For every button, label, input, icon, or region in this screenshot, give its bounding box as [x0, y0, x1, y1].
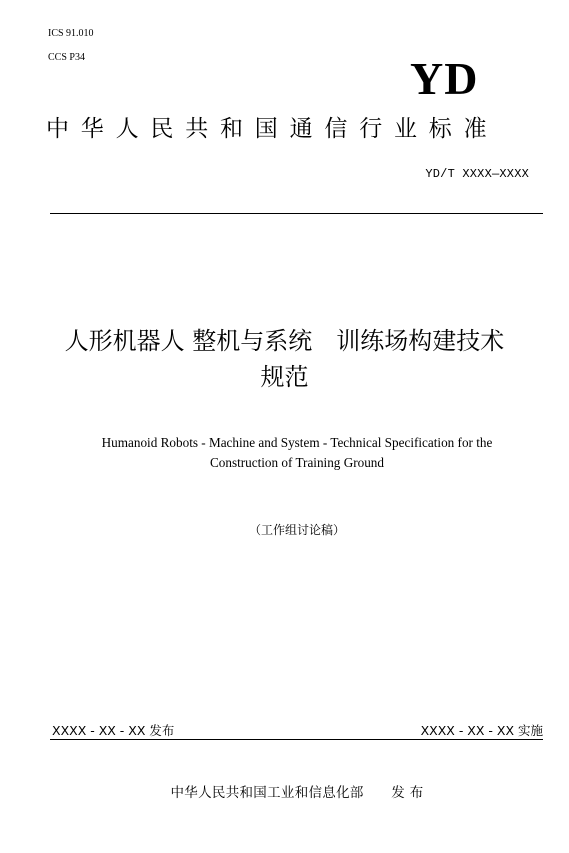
bottom-divider — [50, 739, 543, 740]
chinese-title — [0, 323, 569, 395]
english-title — [0, 433, 569, 473]
english-title-line-1: Humanoid Robots - Machine and System - Technical Specification for the — [101, 435, 493, 450]
yd-logo: YD — [410, 53, 479, 104]
english-title-line-2: Construction of Training Ground — [209, 455, 384, 470]
draft-status: （工作组讨论稿） — [248, 523, 345, 537]
ccs-code: CCS P34 — [48, 52, 85, 63]
standard-category-title: 中华人民共和国通信行业标准 — [46, 116, 499, 142]
issuing-authority: 中华人民共和国工业和信息化部 发 布 — [170, 785, 424, 801]
chinese-title-line-2: 规范 — [260, 363, 309, 391]
chinese-title-line-1: 人形机器人 整机与系统 训练场构建技术 — [64, 327, 505, 355]
ics-code: ICS 91.010 — [48, 28, 94, 39]
top-divider — [50, 213, 543, 214]
publish-date: XXXX - XX - XX 发布 — [52, 723, 175, 738]
standard-number: YD/T XXXX—XXXX — [425, 167, 529, 181]
implement-date: XXXX - XX - XX 实施 — [420, 723, 543, 738]
